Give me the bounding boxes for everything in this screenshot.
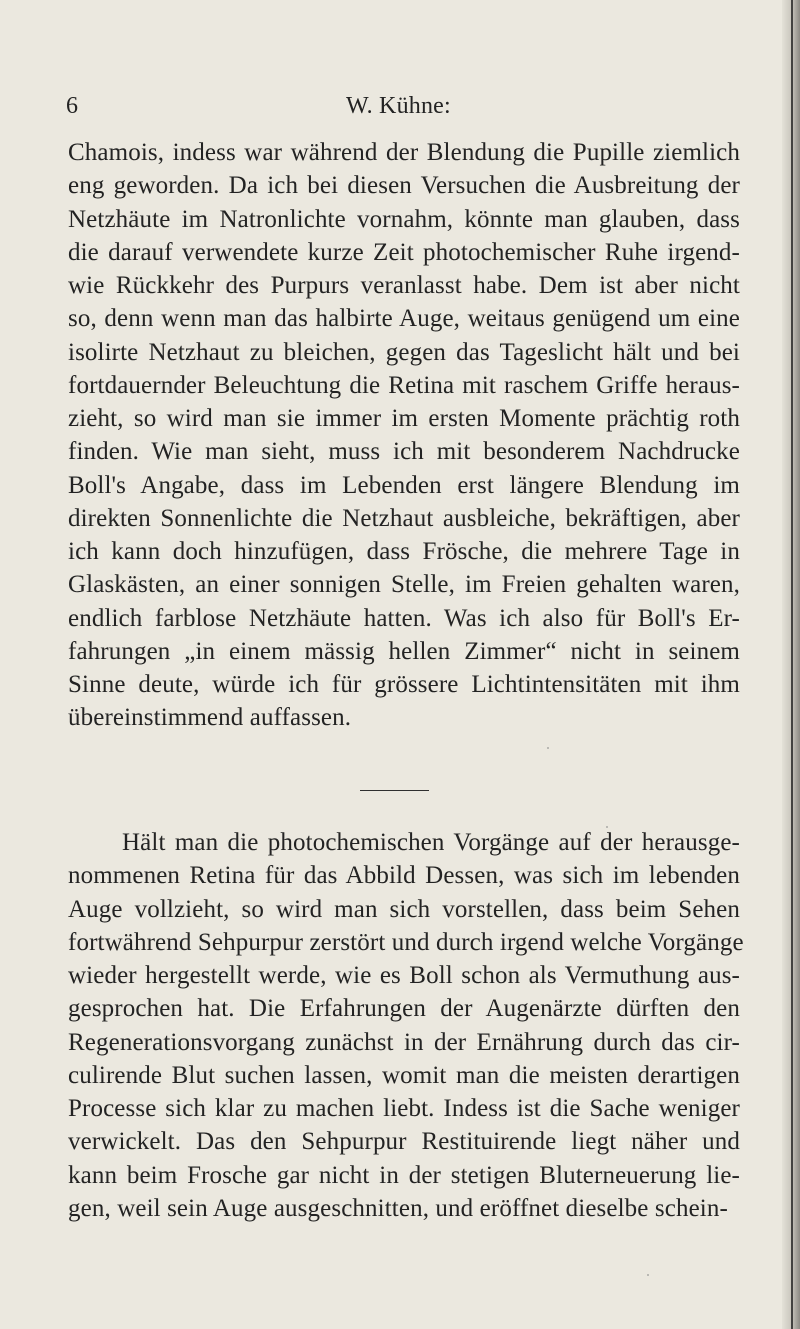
text-line: Processe sich klar zu machen liebt. Indess ist die Sache weniger — [68, 1095, 740, 1122]
text-line: verwickelt. Das den Sehpurpur Restituirende liegt näher und — [68, 1128, 740, 1156]
text-line: fortdauernder Beleuchtung die Retina mit raschem Griffe heraus- — [68, 371, 740, 399]
text-line: Glaskästen, an einer sonnigen Stelle, im Freien gehalten waren, — [68, 571, 740, 599]
paper-speck — [606, 826, 608, 828]
paragraph-2 — [68, 826, 744, 1225]
text-line: direkten Sonnenlichte die Netzhaut ausbleiche, bekräftigen, aber — [68, 504, 740, 532]
text-line: finden. Wie man sieht, muss ich mit besonderem Nachdrucke — [68, 438, 740, 466]
book-binding-edge — [791, 0, 793, 1329]
text-line: fahrungen „in einem mässig hellen Zimmer“ nicht in seinem — [68, 637, 740, 665]
text-line: Hält man die photochemischen Vorgänge auf der herausge- — [122, 829, 740, 856]
text-line: kann beim Frosche gar nicht in der stetigen Bluterneuerung lie- — [68, 1161, 740, 1189]
text-line: isolirte Netzhaut zu bleichen, gegen das Tageslicht hält und bei — [68, 338, 740, 366]
text-line: ich kann doch hinzufügen, dass Frösche, die mehrere Tage in — [68, 538, 740, 565]
text-line: nommenen Retina für das Abbild Dessen, was sich im lebenden — [68, 862, 740, 890]
page-number: 6 — [66, 93, 79, 119]
text-line: Auge vollzieht, so wird man sich vorstellen, dass beim Sehen — [68, 895, 740, 923]
text-line: Netzhäute im Natronlichte vornahm, könnte man glauben, dass — [68, 205, 740, 233]
text-line: Sinne deute, würde ich für grössere Lichtintensitäten mit ihm — [68, 671, 740, 698]
text-line: endlich farblose Netzhäute hatten. Was ich also für Boll's Er- — [68, 604, 740, 632]
paper-speck — [647, 1274, 649, 1276]
text-line: eng geworden. Da ich bei diesen Versuchen die Ausbreitung der — [68, 172, 740, 200]
text-line: wieder hergestellt werde, wie es Boll schon als Vermuthung aus- — [68, 962, 740, 989]
text-line: so, denn wenn man das halbirte Auge, weitaus genügend um eine — [68, 305, 740, 333]
text-line: übereinstimmend auffassen. — [68, 704, 352, 732]
text-line: die darauf verwendete kurze Zeit photochemischer Ruhe irgend- — [68, 238, 740, 266]
text-line: culirende Blut suchen lassen, womit man die meisten derartigen — [68, 1061, 740, 1089]
text-line: gesprochen hat. Die Erfahrungen der Augenärzte dürften den — [68, 995, 740, 1023]
running-head: W. Kühne: — [346, 93, 451, 119]
text-line: Boll's Angabe, dass im Lebenden erst längere Blendung im — [68, 471, 740, 499]
paper-speck — [547, 747, 549, 749]
paragraph-1 — [68, 136, 740, 735]
text-line: gen, weil sein Auge ausgeschnitten, und eröffnet dieselbe schein- — [68, 1194, 728, 1222]
text-line: Regenerationsvorgang zunächst in der Ernährung durch das cir- — [68, 1028, 740, 1056]
page-header — [0, 91, 780, 121]
text-line: wie Rückkehr des Purpurs veranlasst habe. Dem ist aber nicht — [68, 272, 740, 299]
text-line: fortwährend Sehpurpur zerstört und durch irgend welche Vorgänge — [68, 928, 744, 956]
section-divider — [360, 790, 429, 791]
text-line: zieht, so wird man sie immer im ersten Momente prächtig roth — [68, 405, 740, 432]
text-line: Chamois, indess war während der Blendung die Pupille ziemlich — [68, 139, 740, 166]
